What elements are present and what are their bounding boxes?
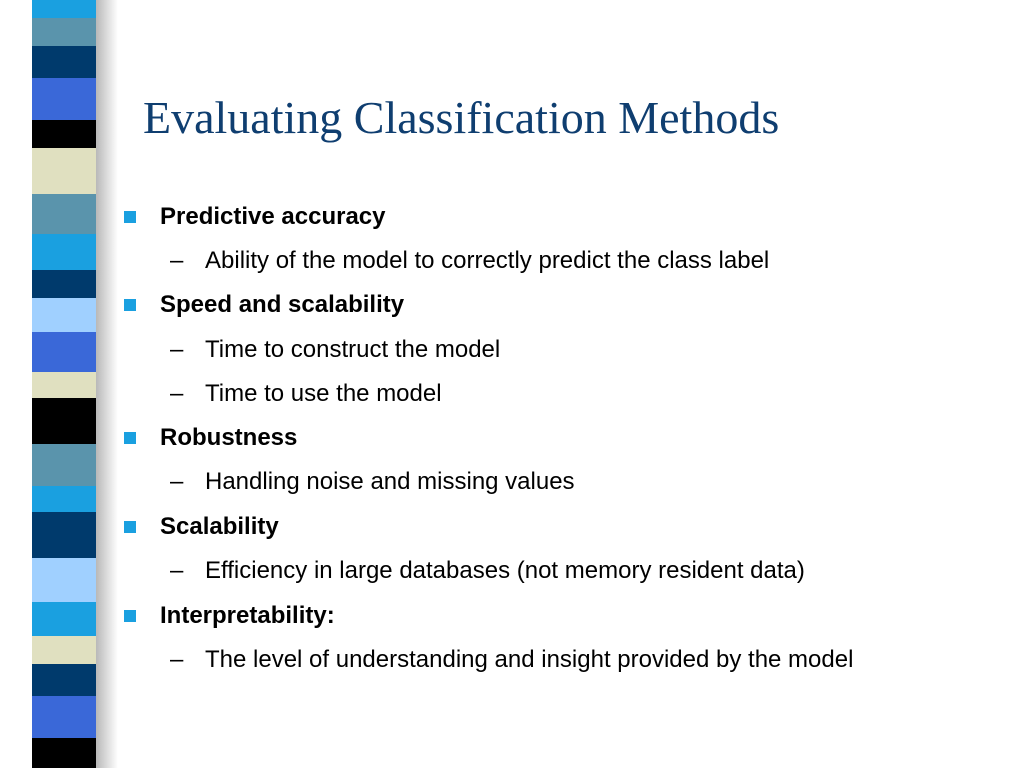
square-bullet-icon — [124, 432, 136, 444]
stripe-segment — [32, 0, 96, 18]
decorative-stripe-bar — [32, 0, 96, 768]
dash-marker: – — [170, 468, 184, 495]
bullet-label: Robustness — [160, 424, 298, 451]
bullet-item — [124, 291, 404, 319]
sub-bullet-item — [170, 246, 910, 276]
stripe-segment — [32, 558, 96, 602]
sub-bullet-item — [170, 645, 910, 675]
stripe-segment — [32, 194, 96, 234]
sub-bullet-text: Ability of the model to correctly predict the class label — [205, 247, 770, 274]
sub-bullet-item — [170, 467, 910, 497]
dash-marker: – — [170, 247, 184, 274]
square-bullet-icon — [124, 521, 136, 533]
stripe-segment — [32, 18, 96, 46]
sub-bullet-item — [170, 379, 910, 409]
bullet-label: Interpretability: — [160, 602, 335, 629]
stripe-segment — [32, 372, 96, 398]
square-bullet-icon — [124, 211, 136, 223]
sub-bullet-item — [170, 556, 910, 586]
stripe-segment — [32, 664, 96, 696]
bullet-item — [124, 203, 385, 231]
bullet-item — [124, 424, 297, 452]
sub-bullet-text: Time to construct the model — [205, 336, 501, 363]
dash-marker: – — [170, 336, 184, 363]
stripe-shadow — [96, 0, 118, 768]
dash-marker: – — [170, 557, 184, 584]
bullet-item — [124, 513, 279, 541]
sub-bullet-text: Handling noise and missing values — [205, 468, 575, 495]
sub-bullet-text: Time to use the model — [205, 380, 442, 407]
stripe-segment — [32, 486, 96, 512]
stripe-segment — [32, 636, 96, 664]
bullet-label: Scalability — [160, 513, 279, 540]
dash-marker: – — [170, 646, 184, 673]
stripe-segment — [32, 512, 96, 558]
dash-marker: – — [170, 380, 184, 407]
square-bullet-icon — [124, 299, 136, 311]
stripe-segment — [32, 602, 96, 636]
square-bullet-icon — [124, 610, 136, 622]
stripe-segment — [32, 696, 96, 738]
stripe-segment — [32, 270, 96, 298]
stripe-segment — [32, 332, 96, 372]
stripe-segment — [32, 46, 96, 78]
sub-bullet-text: The level of understanding and insight provided by the model — [205, 646, 854, 673]
stripe-segment — [32, 398, 96, 444]
stripe-segment — [32, 234, 96, 270]
stripe-segment — [32, 120, 96, 148]
stripe-segment — [32, 298, 96, 332]
bullet-label: Speed and scalability — [160, 291, 405, 318]
sub-bullet-text: Efficiency in large databases (not memory resident data) — [205, 557, 805, 584]
stripe-segment — [32, 738, 96, 768]
stripe-segment — [32, 148, 96, 194]
slide-title: Evaluating Classification Methods — [143, 92, 780, 143]
bullet-item — [124, 602, 335, 630]
stripe-segment — [32, 78, 96, 120]
stripe-segment — [32, 444, 96, 486]
sub-bullet-item — [170, 335, 910, 365]
bullet-label: Predictive accuracy — [160, 203, 386, 230]
